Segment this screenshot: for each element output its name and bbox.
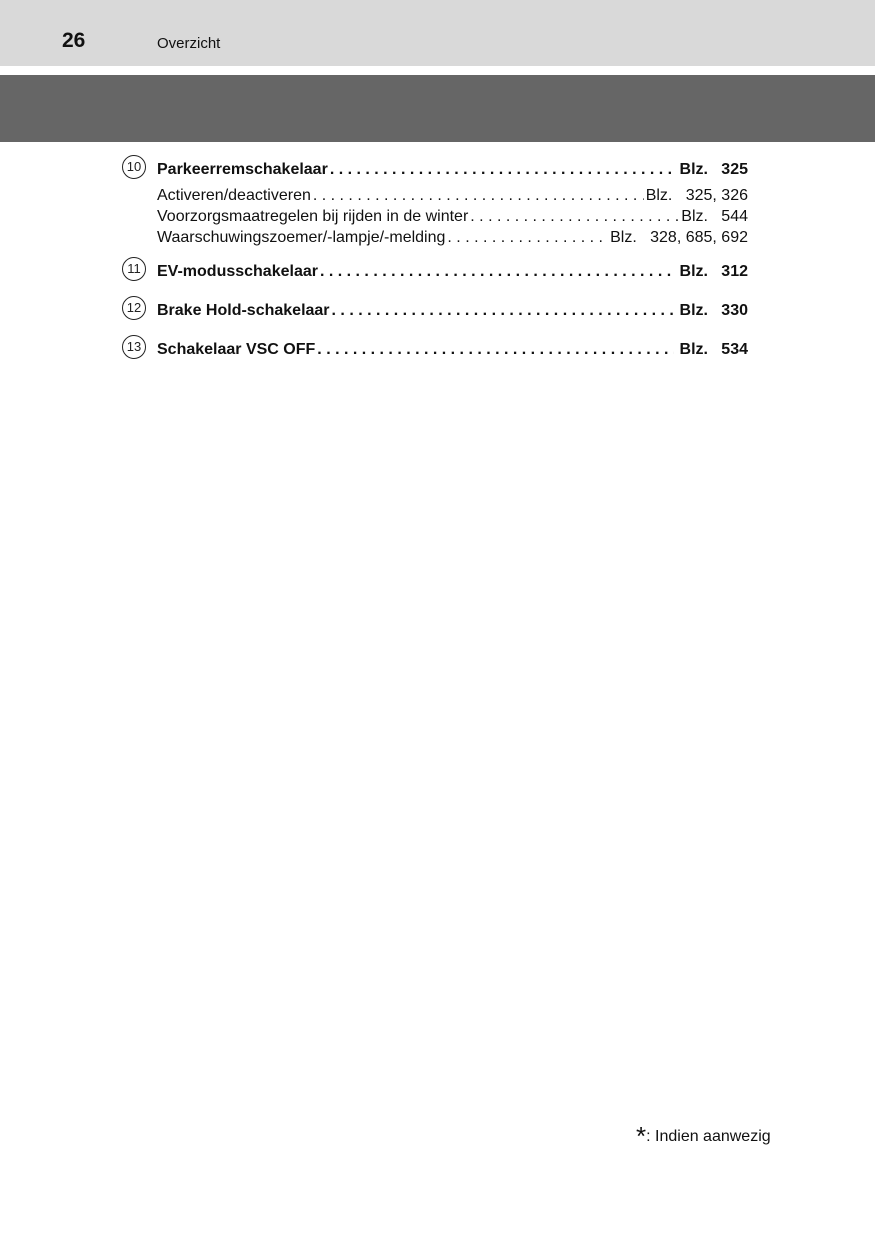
toc-subentry[interactable] bbox=[157, 227, 748, 248]
page-number: 26 bbox=[62, 29, 86, 52]
entry-number-badge: 13 bbox=[122, 335, 146, 359]
toc-entry-title-row[interactable] bbox=[157, 335, 748, 365]
toc-entry-10 bbox=[122, 155, 748, 248]
dot-leader bbox=[332, 296, 674, 326]
dot-leader bbox=[317, 335, 673, 365]
toc-entry-11 bbox=[122, 257, 748, 287]
entry-title: Brake Hold-schakelaar bbox=[157, 302, 330, 319]
dot-leader bbox=[447, 227, 608, 248]
toc-entry-13 bbox=[122, 335, 748, 365]
subentry-title: Activeren/deactiveren bbox=[157, 187, 311, 204]
page-reference: Blz. 544 bbox=[681, 208, 748, 225]
entry-title: Parkeerremschakelaar bbox=[157, 161, 328, 178]
toc-entry-title-row[interactable] bbox=[157, 155, 748, 185]
entry-number-badge: 10 bbox=[122, 155, 146, 179]
page-reference: Blz. 312 bbox=[679, 263, 748, 280]
dot-leader bbox=[330, 155, 674, 185]
toc-subentry[interactable] bbox=[157, 185, 748, 206]
section-title: Overzicht bbox=[157, 35, 221, 52]
dot-leader bbox=[313, 185, 644, 206]
page-reference: Blz. 534 bbox=[679, 341, 748, 358]
entry-number-badge: 11 bbox=[122, 257, 146, 281]
toc-entry-12 bbox=[122, 296, 748, 326]
footnote-asterisk: * bbox=[636, 1121, 647, 1151]
header-band bbox=[0, 0, 875, 66]
dot-leader bbox=[470, 206, 679, 227]
page-reference: Blz. 325 bbox=[679, 161, 748, 178]
page-reference: Blz. 330 bbox=[679, 302, 748, 319]
page-reference: Blz. 325, 326 bbox=[645, 187, 748, 204]
toc-entry-title-row[interactable] bbox=[157, 296, 748, 326]
entry-title: Schakelaar VSC OFF bbox=[157, 341, 316, 358]
subentry-title: Waarschuwingszoemer/-lampje/-melding bbox=[157, 229, 446, 246]
section-banner bbox=[0, 75, 875, 142]
toc-list bbox=[122, 155, 748, 365]
dot-leader bbox=[320, 257, 674, 287]
entry-title: EV-modusschakelaar bbox=[157, 263, 318, 280]
toc-entry-title-row[interactable] bbox=[157, 257, 748, 287]
toc-subentry[interactable] bbox=[157, 206, 748, 227]
subentry-title: Voorzorgsmaatregelen bij rijden in de winter bbox=[157, 208, 469, 225]
entry-number-badge: 12 bbox=[122, 296, 146, 320]
footnote bbox=[636, 1121, 771, 1151]
footnote-text: : Indien aanwezig bbox=[646, 1128, 771, 1145]
page-reference: Blz. 328, 685, 692 bbox=[610, 229, 748, 246]
